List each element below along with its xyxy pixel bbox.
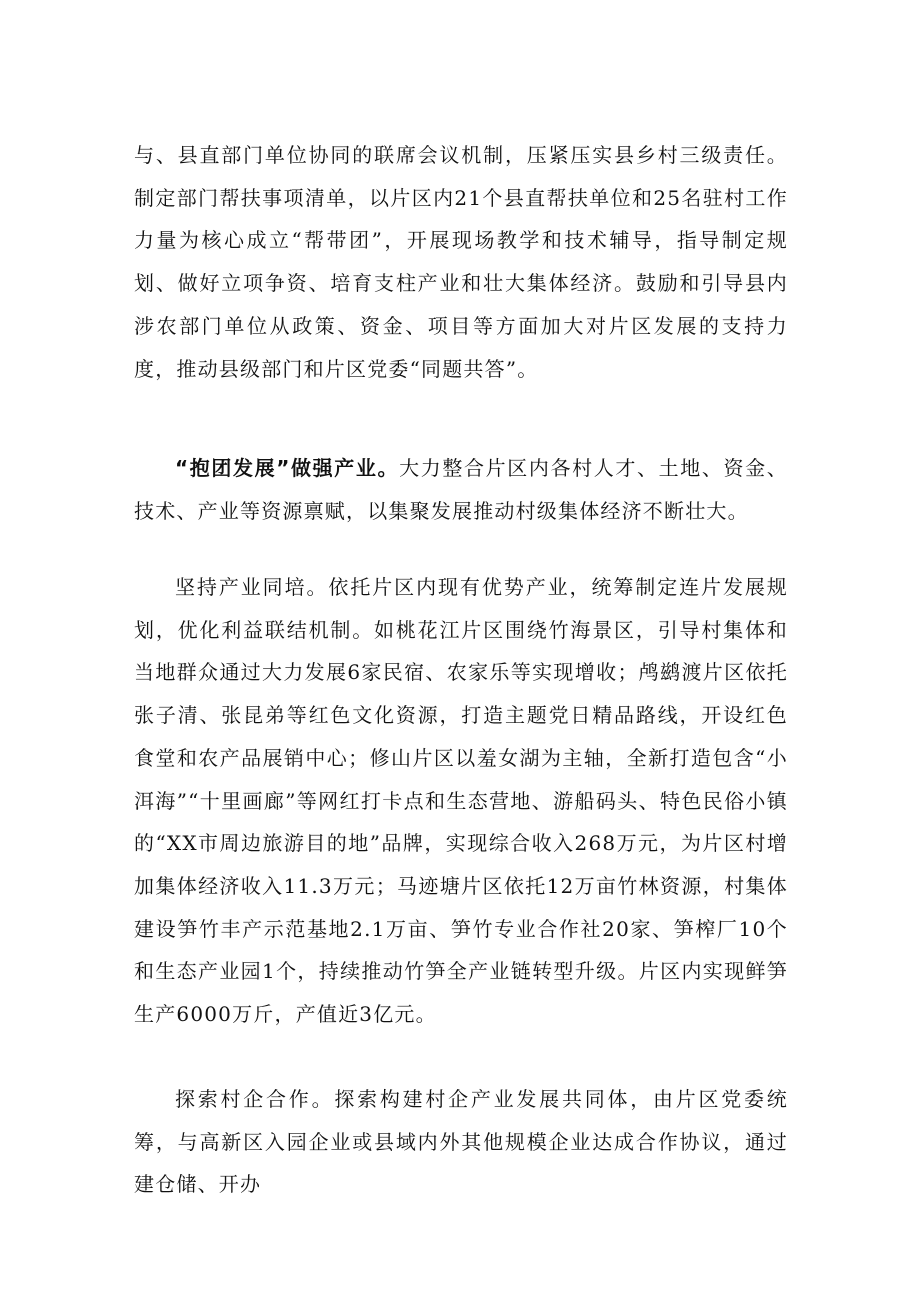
paragraph-2 xyxy=(134,447,788,532)
paragraph-2-heading: “抱团发展”做强产业。 xyxy=(175,456,400,480)
paragraph-3 xyxy=(134,566,788,1036)
paragraph-4 xyxy=(134,1078,788,1206)
paragraph-4-text: 探索村企合作。探索构建村企产业发展共同体，由片区党委统筹，与高新区入园企业或县域内外其他规模企业达成合作协议，通过建仓储、开办 xyxy=(134,1087,788,1197)
paragraph-2-text: 大力整合片区内各村人才、土地、资金、技术、产业等资源禀赋，以集聚发展推动村级集体经济不断壮大。 xyxy=(134,456,788,523)
paragraph-1 xyxy=(134,134,788,390)
paragraph-1-text: 与、县直部门单位协同的联席会议机制，压紧压实县乡村三级责任。制定部门帮扶事项清单，以片区内21个县直帮扶单位和25名驻村工作力量为核心成立“帮带团”，开展现场教学和技术辅导，指导制定规划、做好立项争资、培育支柱产业和壮大集体经济。鼓励和引导县内涉农部门单位从政策、资金、项目等方面加大对片区发展的支持力度，推动县级部门和片区党委“同题共答”。 xyxy=(134,143,788,381)
paragraph-3-text: 坚持产业同培。依托片区内现有优势产业，统筹制定连片发展规划，优化利益联结机制。如桃花江片区围绕竹海景区，引导村集体和当地群众通过大力发展6家民宿、农家乐等实现增收；鸬鹚渡片区依托张子清、张昆弟等红色文化资源，打造主题党日精品路线，开设红色食堂和农产品展销中心；修山片区以羞女湖为主轴，全新打造包含“小洱海”“十里画廊”等网红打卡点和生态营地、游船码头、特色民俗小镇的“XX市周边旅游目的地”品牌，实现综合收入268万元，为片区村增加集体经济收入11.3万元；马迹塘片区依托12万亩竹林资源，村集体建设笋竹丰产示范基地2.1万亩、笋竹专业合作社20家、笋榨厂10个和生态产业园1个，持续推动竹笋全产业链转型升级。片区内实现鲜笋生产6000万斤，产值近3亿元。 xyxy=(134,575,788,1027)
